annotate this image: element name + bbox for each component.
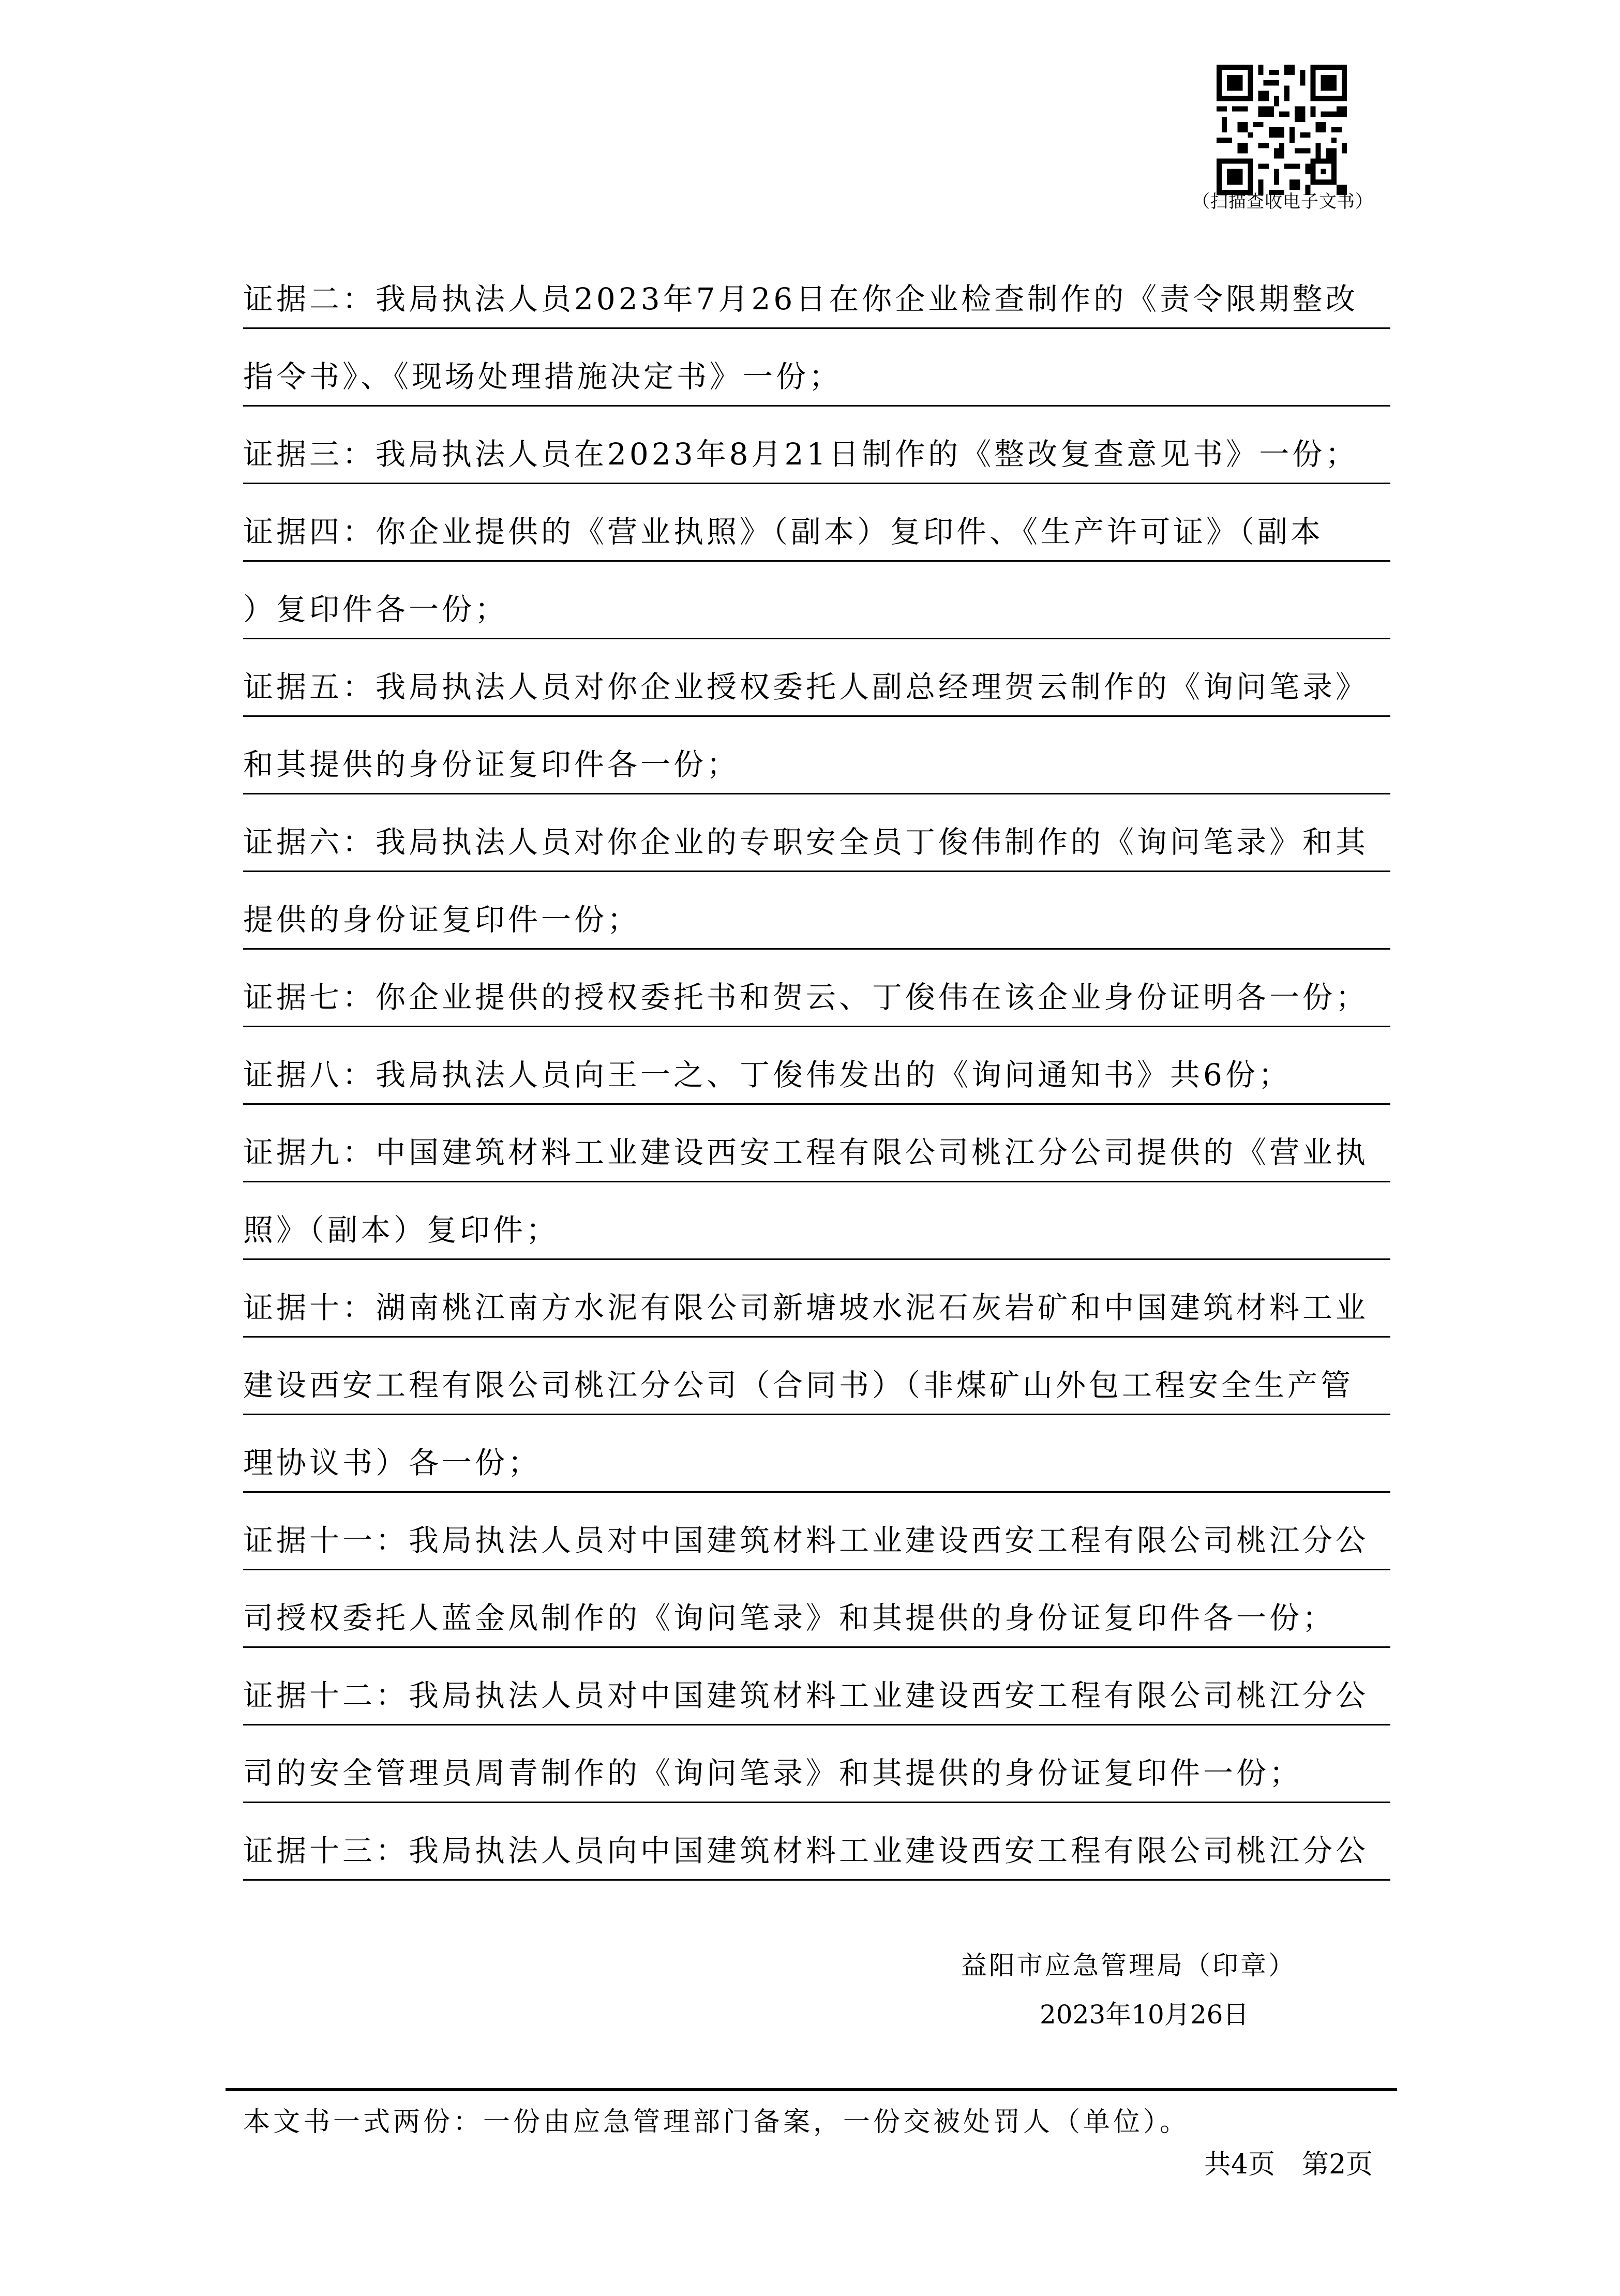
evidence-line [243, 562, 1390, 639]
evidence-line-text: 司授权委托人蓝金凤制作的《询问笔录》和其提供的身份证复印件各一份； [243, 1600, 1336, 1635]
evidence-list [243, 251, 1390, 1881]
evidence-line-text: 证据十三：我局执法人员向中国建筑材料工业建设西安工程有限公司桃江分公 [243, 1833, 1369, 1868]
evidence-line [243, 407, 1390, 484]
evidence-line [243, 484, 1390, 562]
evidence-line-text: 证据四：你企业提供的《营业执照》（副本）复印件、《生产许可证》（副本 [243, 514, 1324, 549]
evidence-line-text: 证据五：我局执法人员对你企业授权委托人副总经理贺云制作的《询问笔录》 [243, 669, 1369, 704]
evidence-line [243, 1182, 1390, 1260]
evidence-line-text: 照》（副本）复印件； [243, 1212, 560, 1248]
evidence-line-text: 证据六：我局执法人员对你企业的专职安全员丁俊伟制作的《询问笔录》和其 [243, 824, 1369, 860]
evidence-line [243, 950, 1390, 1027]
evidence-line-text: 证据八：我局执法人员向王一之、丁俊伟发出的《询问通知书》共6份； [243, 1057, 1292, 1092]
evidence-line-text: 证据二：我局执法人员2023年7月26日在你企业检查制作的《责令限期整改 [243, 281, 1359, 317]
evidence-line-text: 证据十二：我局执法人员对中国建筑材料工业建设西安工程有限公司桃江分公 [243, 1678, 1369, 1713]
qr-code-icon [1217, 65, 1347, 195]
evidence-line-text: 提供的身份证复印件一份； [243, 902, 641, 937]
issue-date: 2023年10月26日 [1040, 2000, 1249, 2030]
evidence-line-text: 建设西安工程有限公司桃江分公司（合同书）（非煤矿山外包工程安全生产管 [243, 1368, 1354, 1403]
evidence-line-text: 证据十一：我局执法人员对中国建筑材料工业建设西安工程有限公司桃江分公 [243, 1523, 1369, 1558]
evidence-line-text: ）复印件各一份； [243, 592, 508, 627]
evidence-line [243, 1338, 1390, 1415]
evidence-line-text: 证据七：你企业提供的授权委托书和贺云、丁俊伟在该企业身份证明各一份； [243, 980, 1369, 1015]
evidence-line [243, 251, 1390, 329]
evidence-line [243, 639, 1390, 717]
footer-note: 本文书一式两份：一份由应急管理部门备案，一份交被处罚人（单位）。 [243, 2107, 1190, 2138]
evidence-line-text: 证据三：我局执法人员在2023年8月21日制作的《整改复查意见书》一份； [243, 437, 1359, 472]
issuer-seal: 益阳市应急管理局（印章） [961, 1950, 1296, 1980]
evidence-line [243, 717, 1390, 794]
evidence-line [243, 329, 1390, 407]
evidence-line [243, 1725, 1390, 1803]
page-number: 共4页 第2页 [1204, 2149, 1373, 2180]
evidence-line [243, 1260, 1390, 1338]
evidence-line [243, 1803, 1390, 1881]
evidence-line-text: 证据十：湖南桃江南方水泥有限公司新塘坡水泥石灰岩矿和中国建筑材料工业 [243, 1290, 1369, 1325]
evidence-line [243, 1493, 1390, 1570]
footer-divider [226, 2088, 1397, 2091]
evidence-line [243, 794, 1390, 872]
evidence-line-text: 证据九：中国建筑材料工业建设西安工程有限公司桃江分公司提供的《营业执 [243, 1135, 1369, 1170]
evidence-line-text: 司的安全管理员周青制作的《询问笔录》和其提供的身份证复印件一份； [243, 1755, 1303, 1791]
evidence-line-text: 指令书》、《现场处理措施决定书》一份； [243, 359, 843, 394]
evidence-line-text: 和其提供的身份证复印件各一份； [243, 747, 740, 782]
evidence-line [243, 1570, 1390, 1648]
evidence-line-text: 理协议书）各一份； [243, 1445, 542, 1480]
evidence-line [243, 1648, 1390, 1725]
qr-caption: （扫描查收电子文书） [1192, 191, 1373, 212]
evidence-line [243, 1105, 1390, 1182]
evidence-line [243, 1415, 1390, 1493]
evidence-line [243, 1027, 1390, 1105]
evidence-line [243, 872, 1390, 950]
